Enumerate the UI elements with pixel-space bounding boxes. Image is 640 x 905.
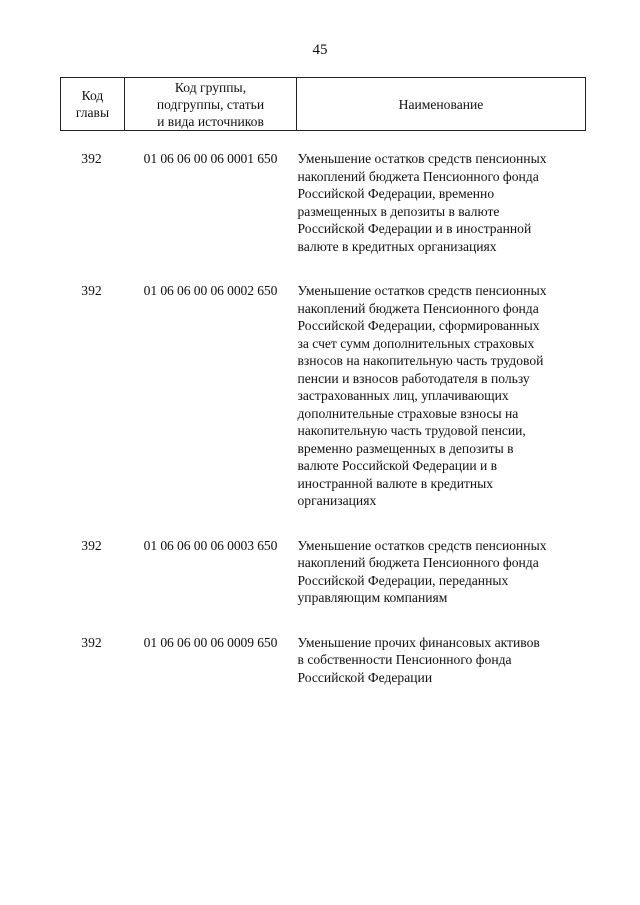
name-line: в собственности Пенсионного фонда bbox=[297, 652, 512, 667]
page-number: 45 bbox=[312, 42, 328, 58]
table-row bbox=[61, 131, 586, 256]
name-cell bbox=[297, 607, 586, 687]
source-code-cell: 01 06 06 00 06 0003 650 bbox=[143, 537, 278, 553]
name-line: управляющим компаниям bbox=[297, 590, 448, 605]
name-line: размещенных в депозиты в валюте bbox=[297, 203, 500, 219]
name-line: накопительную часть трудовой пенсии, bbox=[297, 423, 526, 438]
name-line: временно размещенных в депозиты в bbox=[297, 440, 514, 456]
name-line: Российской Федерации, сформированных bbox=[297, 318, 540, 333]
name-line: организациях bbox=[297, 493, 377, 508]
table-row bbox=[61, 510, 586, 607]
header-source-code-line: и вида источников bbox=[157, 113, 264, 129]
name-cell bbox=[297, 510, 586, 607]
source-code-cell: 01 06 06 00 06 0009 650 bbox=[143, 634, 278, 650]
name-cell bbox=[297, 255, 586, 510]
budget-codes-table bbox=[60, 77, 586, 686]
name-line: Российской Федерации, переданных bbox=[297, 572, 509, 588]
table-body bbox=[61, 131, 586, 687]
name-cell bbox=[297, 131, 586, 256]
header-source-code-line: Код группы, bbox=[174, 79, 247, 95]
name-line: иностранной валюте в кредитных bbox=[297, 475, 494, 491]
name-line: накоплений бюджета Пенсионного фонда bbox=[297, 168, 539, 184]
name-line: застрахованных лиц, уплачивающих bbox=[297, 388, 509, 403]
name-line: Российской Федерации и в иностранной bbox=[297, 221, 532, 236]
header-name: Наименование bbox=[297, 78, 586, 131]
name-line: Уменьшение остатков средств пенсионных bbox=[297, 283, 547, 298]
name-line: Уменьшение прочих финансовых активов bbox=[297, 634, 540, 650]
header-source-code-line: подгруппы, статьи bbox=[156, 96, 265, 112]
chapter-code-cell: 392 bbox=[81, 151, 102, 166]
name-line: Российской Федерации bbox=[297, 669, 433, 685]
table-row bbox=[61, 607, 586, 687]
name-line: накоплений бюджета Пенсионного фонда bbox=[297, 300, 539, 316]
header-chapter-code-line: Код bbox=[81, 88, 104, 103]
name-line: дополнительные страховые взносы на bbox=[297, 405, 519, 421]
chapter-code-cell: 392 bbox=[81, 537, 102, 553]
name-line: валюте Российской Федерации и в bbox=[297, 458, 498, 473]
source-code-cell: 01 06 06 00 06 0001 650 bbox=[143, 151, 278, 166]
name-line: накоплений бюджета Пенсионного фонда bbox=[297, 555, 539, 570]
name-line: Уменьшение остатков средств пенсионных bbox=[297, 151, 547, 166]
name-line: Российской Федерации, временно bbox=[297, 186, 495, 201]
header-chapter-code-line: главы bbox=[75, 105, 110, 120]
header-source-code bbox=[125, 78, 297, 131]
name-line: за счет сумм дополнительных страховых bbox=[297, 335, 535, 351]
name-line: взносов на накопительную часть трудовой bbox=[297, 353, 544, 368]
name-line: пенсии и взносов работодателя в пользу bbox=[297, 370, 530, 386]
source-code-cell: 01 06 06 00 06 0002 650 bbox=[143, 283, 278, 298]
chapter-code-cell: 392 bbox=[81, 283, 102, 298]
name-line: валюте в кредитных организациях bbox=[297, 238, 497, 254]
name-line: Уменьшение остатков средств пенсионных bbox=[297, 537, 547, 553]
chapter-code-cell: 392 bbox=[81, 634, 102, 650]
header-chapter-code bbox=[61, 78, 125, 131]
table-header bbox=[61, 78, 586, 131]
table-row bbox=[61, 255, 586, 510]
